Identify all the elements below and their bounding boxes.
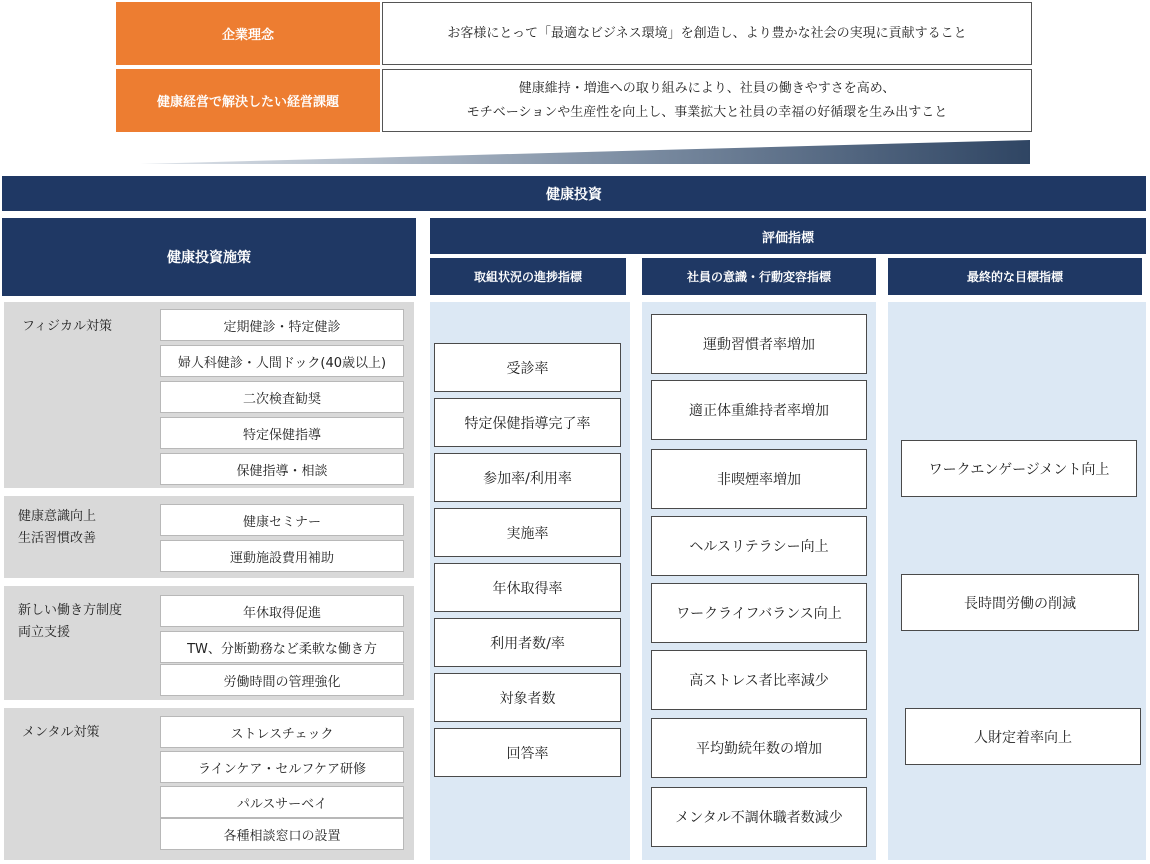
philosophy-label: 企業理念 [116,2,380,65]
issue-text-line-1: 健康維持・増進への取り組みにより、社員の働きやすさを高め、 [518,80,896,96]
issue-text-line-2: モチベーションや生産性を向上し、事業拡大と社員の幸福の好循環を生み出すこと [466,104,948,120]
progress-indicator-item: 特定保健指導完了率 [434,398,621,447]
philosophy-text [382,2,1032,65]
policy-category-line: 生活習慣改善 [18,531,97,546]
behavior-indicator-item: ワークライフバランス向上 [651,583,867,643]
policy-item: 婦人科健診・人間ドック(40歳以上) [160,345,404,377]
policy-item: 労働時間の管理強化 [160,664,404,696]
policy-item: 年休取得促進 [160,595,404,627]
behavior-indicator-item: 運動習慣者率増加 [651,314,867,374]
issue-text [382,69,1032,132]
policy-item: 定期健診・特定健診 [160,309,404,341]
policy-item: 特定保健指導 [160,417,404,449]
policy-item: 各種相談窓口の設置 [160,818,404,850]
upward-wedge-arrow [140,138,1030,166]
policy-category-mental [22,722,99,744]
policy-category-awareness [18,506,96,550]
policy-item: パルスサーベイ [160,786,404,818]
policy-item: 保健指導・相談 [160,453,404,485]
final-indicator-header: 最終的な目標指標 [888,258,1142,295]
final-indicator-item: 人財定着率向上 [905,708,1141,765]
evaluation-header: 評価指標 [430,218,1146,254]
progress-indicator-item: 受診率 [434,343,621,392]
behavior-indicator-item: メンタル不調休職者数減少 [651,787,867,847]
policy-category-workstyle [18,600,122,644]
progress-indicator-item: 利用者数/率 [434,618,621,667]
health-investment-banner: 健康投資 [2,176,1146,211]
progress-indicator-item: 年休取得率 [434,563,621,612]
behavior-indicator-item: 平均勤続年数の増加 [651,718,867,778]
policy-category-line: 新しい働き方制度 [18,603,123,618]
progress-indicator-item: 回答率 [434,728,621,777]
behavior-indicator-header: 社員の意識・行動変容指標 [642,258,876,295]
progress-indicator-item: 参加率/利用率 [434,453,621,502]
progress-indicator-header: 取組状況の進捗指標 [430,258,626,295]
policy-category-line: メンタル対策 [22,725,100,740]
policy-category-physical [22,316,112,338]
behavior-indicator-item: 非喫煙率増加 [651,449,867,509]
policy-category-line: フィジカル対策 [22,319,112,334]
policy-category-line: 健康意識向上 [18,509,97,524]
policy-item: 運動施設費用補助 [160,540,404,572]
progress-indicator-item: 対象者数 [434,673,621,722]
policies-header: 健康投資施策 [2,218,416,296]
final-indicator-item: 長時間労働の削減 [901,574,1139,631]
policy-item: ストレスチェック [160,716,404,748]
policy-item: ラインケア・セルフケア研修 [160,751,404,783]
behavior-indicator-item: 高ストレス者比率減少 [651,650,867,710]
policy-item: 二次検査勧奨 [160,381,404,413]
final-indicator-item: ワークエンゲージメント向上 [901,440,1137,497]
progress-indicator-item: 実施率 [434,508,621,557]
policy-category-line: 両立支援 [18,625,71,640]
policy-item: 健康セミナー [160,504,404,536]
policy-item: TW、分断勤務など柔軟な働き方 [160,631,404,663]
behavior-indicator-item: 適正体重維持者率増加 [651,380,867,440]
issue-label: 健康経営で解決したい経営課題 [116,69,380,132]
behavior-indicator-item: ヘルスリテラシー向上 [651,516,867,576]
philosophy-text-line: お客様にとって「最適なビジネス環境」を創造し、より豊かな社会の実現に貢献すること [447,25,967,41]
